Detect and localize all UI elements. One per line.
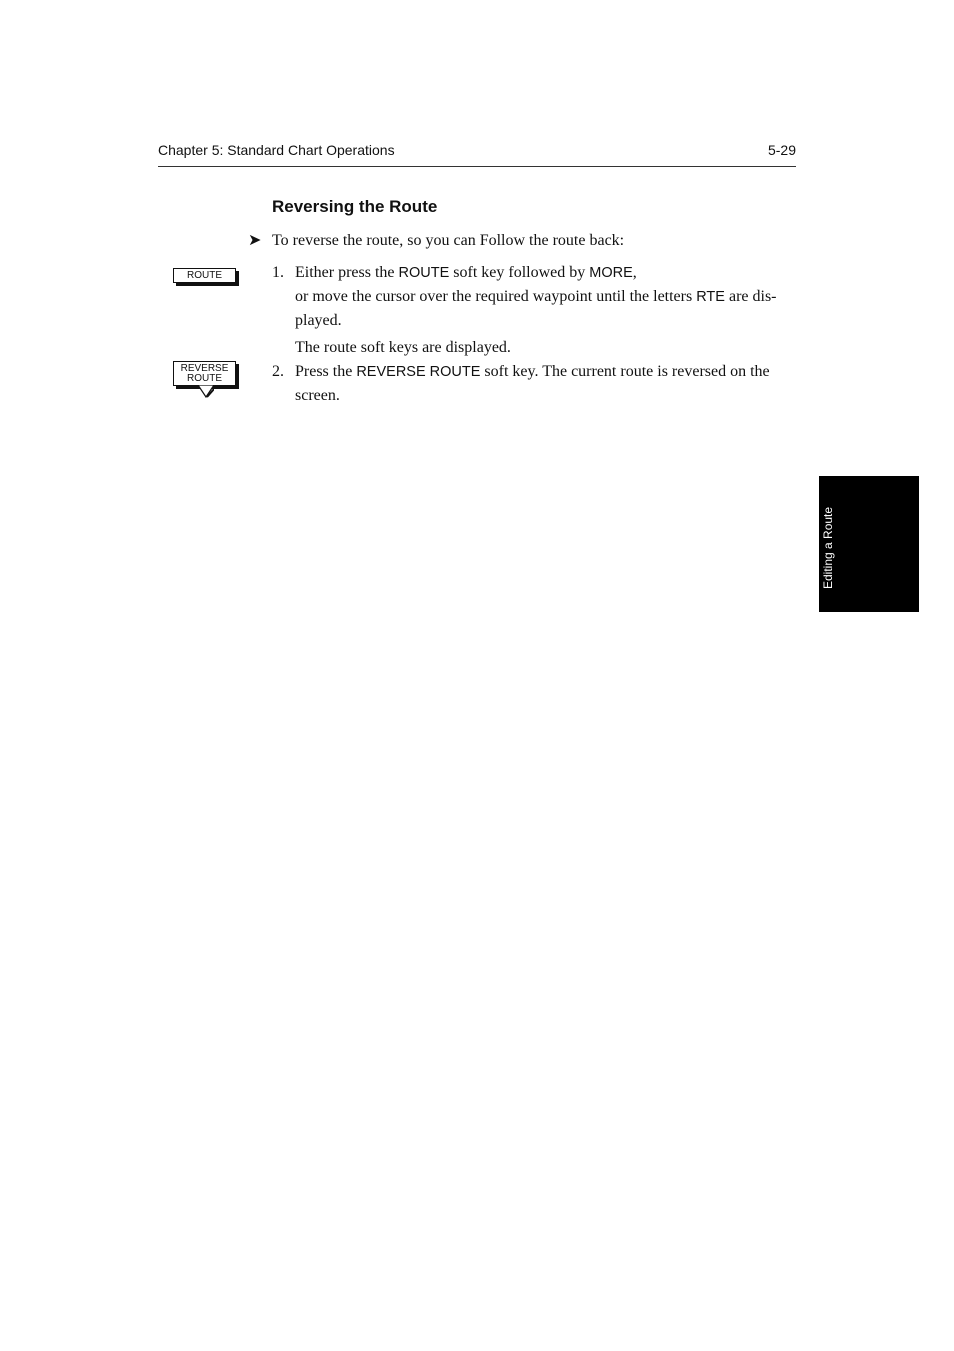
step-2-text: Press the REVERSE ROUTE soft key. The current route is reversed on the screen.	[295, 363, 770, 404]
page-header	[158, 140, 796, 167]
reverse-route-softkey-icon	[173, 361, 236, 386]
reverse-softkey-label-2: ROUTE	[187, 373, 222, 384]
key-rte: RTE	[696, 289, 725, 305]
intro-text: To reverse the route, so you can Follow the route back:	[272, 232, 625, 249]
chapter-side-tab	[819, 476, 919, 612]
section-title: Reversing the Route	[272, 197, 438, 216]
step-1-line-1: Either press the ROUTE soft key followed by MORE,	[295, 264, 637, 281]
reverse-softkey-label-1: REVERSE	[180, 363, 229, 374]
route-softkey-icon	[173, 268, 236, 283]
step-number: 1.	[272, 264, 284, 281]
page-number: 5-29	[767, 142, 796, 158]
route-softkey-label: ROUTE	[187, 270, 222, 281]
step-body	[295, 360, 773, 407]
key-route: ROUTE	[398, 265, 450, 281]
step-body	[295, 261, 795, 359]
step-number: 2.	[272, 363, 284, 380]
intro-line	[248, 230, 624, 250]
side-tab-label: Editing a Route	[821, 506, 835, 589]
key-reverse-route: REVERSE ROUTE	[356, 364, 481, 380]
key-more: MORE	[589, 265, 633, 281]
step-1-note: The route soft keys are displayed.	[295, 339, 511, 356]
press-pointer-icon	[198, 385, 214, 399]
arrow-bullet-icon: ➤	[248, 232, 262, 249]
step-1-line-2: or move the cursor over the required waypoint until the letters RTE are dis-played.	[295, 288, 777, 329]
chapter-title: Chapter 5: Standard Chart Operations	[158, 142, 395, 158]
